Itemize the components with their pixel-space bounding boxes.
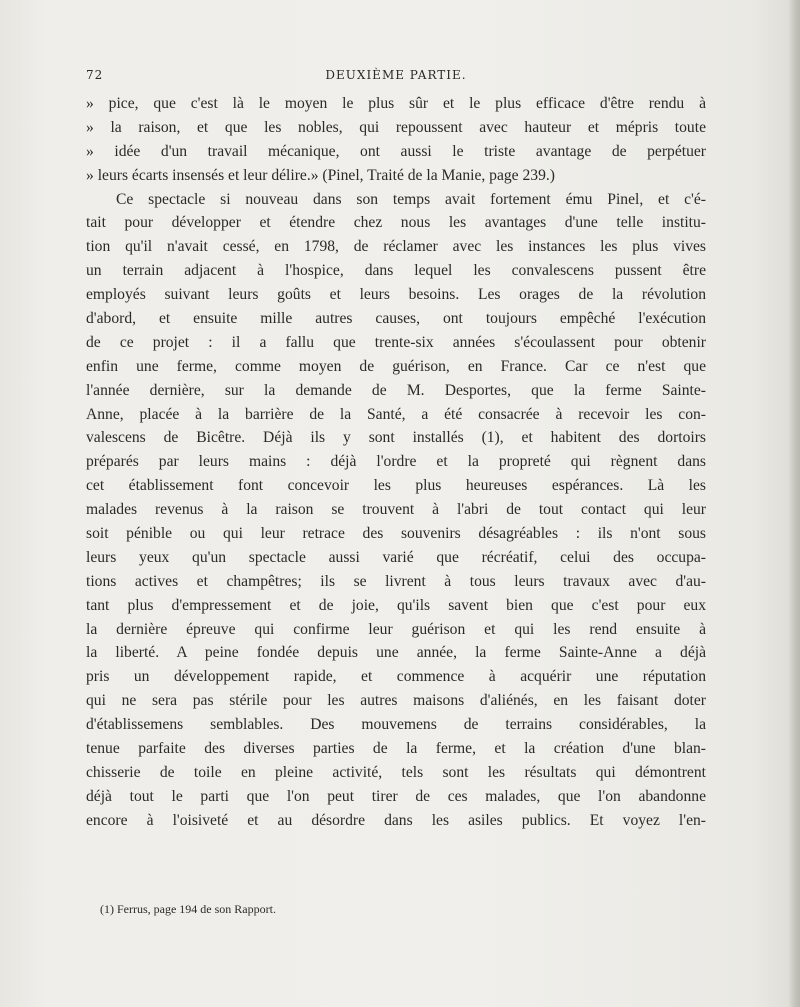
text-line: tant plus d'empressement et de joie, qu'ils savent bien que c'est pour eux [86, 596, 706, 614]
page-header [86, 66, 706, 88]
text-line: la dernière épreuve qui confirme leur guérison et qui les rend ensuite à [86, 620, 706, 638]
page-edge-shadow [788, 0, 800, 1007]
text-line: soit pénible ou qui leur retrace des souvenirs désagréables : ils n'ont sous [86, 525, 706, 543]
text-line: » idée d'un travail mécanique, ont aussi le triste avantage de perpétuer [86, 142, 706, 160]
text-line: tion qu'il n'avait cessé, en 1798, de réclamer avec les instances les plus vives [86, 238, 706, 256]
text-line: chisserie de toile en pleine activité, tels sont les résultats qui démontrent [86, 763, 706, 781]
text-line: préparés par leurs mains : déjà l'ordre et la propreté qui règnent dans [86, 453, 706, 471]
text-line: qui ne sera pas stérile pour les autres maisons d'aliénés, en les faisant doter [86, 692, 706, 710]
text-line: » la raison, et que les nobles, qui repoussent avec hauteur et mépris toute [86, 118, 706, 136]
text-line: Ce spectacle si nouveau dans son temps avait fortement ému Pinel, et c'é- [116, 190, 706, 208]
text-line: pris un développement rapide, et commence à acquérir une réputation [86, 668, 706, 686]
text-line: enfin une ferme, comme moyen de guérison, en France. Car ce n'est que [86, 357, 706, 375]
text-line: de ce projet : il a fallu que trente-six années s'écoulassent pour obtenir [86, 333, 706, 351]
text-line: » pice, que c'est là le moyen le plus sûr et le plus efficace d'être rendu à [86, 95, 706, 112]
running-head: DEUXIÈME PARTIE. [325, 68, 467, 82]
text-line: un terrain adjacent à l'hospice, dans lequel les convalescens pussent être [86, 262, 706, 280]
text-line: d'abord, et ensuite mille autres causes, ont toujours empêché l'exécution [86, 310, 706, 328]
page-number: 72 [86, 68, 104, 82]
text-line: déjà tout le parti que l'on peut tirer de ces malades, que l'on abandonne [86, 787, 706, 805]
text-line: » leurs écarts insensés et leur délire.» (Pinel, Traité de la Manie, page 239.) [86, 166, 555, 184]
text-line: leurs yeux qu'un spectacle aussi varié que récréatif, celui des occupa- [86, 548, 706, 566]
text-line: employés suivant leurs goûts et leurs besoins. Les orages de la révolution [86, 286, 706, 304]
text-line: la liberté. A peine fondée depuis une année, la ferme Sainte-Anne a déjà [86, 644, 706, 662]
body-text [86, 92, 706, 833]
text-line: malades revenus à la raison se trouvent à l'abri de tout contact qui leur [86, 501, 706, 519]
footnote: (1) Ferrus, page 194 de son Rapport. [100, 902, 276, 916]
text-line: l'année dernière, sur la demande de M. Desportes, que la ferme Sainte- [86, 381, 706, 399]
text-line: tenue parfaite des diverses parties de la ferme, et la création d'une blan- [86, 740, 706, 758]
text-line: encore à l'oisiveté et au désordre dans les asiles publics. Et voyez l'en- [86, 811, 706, 829]
text-line: Anne, placée à la barrière de la Santé, a été consacrée à recevoir les con- [86, 405, 706, 423]
text-line: d'établissemens semblables. Des mouvemens de terrains considérables, la [86, 716, 706, 734]
text-line: cet établissement font concevoir les plus heureuses espérances. Là les [86, 477, 706, 495]
text-line: tait pour développer et étendre chez nous les avantages d'une telle institu- [86, 214, 706, 232]
text-line: tions actives et champêtres; ils se livrent à tous leurs travaux avec d'au- [86, 572, 706, 590]
text-line: valescens de Bicêtre. Déjà ils y sont installés (1), et habitent des dortoirs [86, 429, 706, 447]
